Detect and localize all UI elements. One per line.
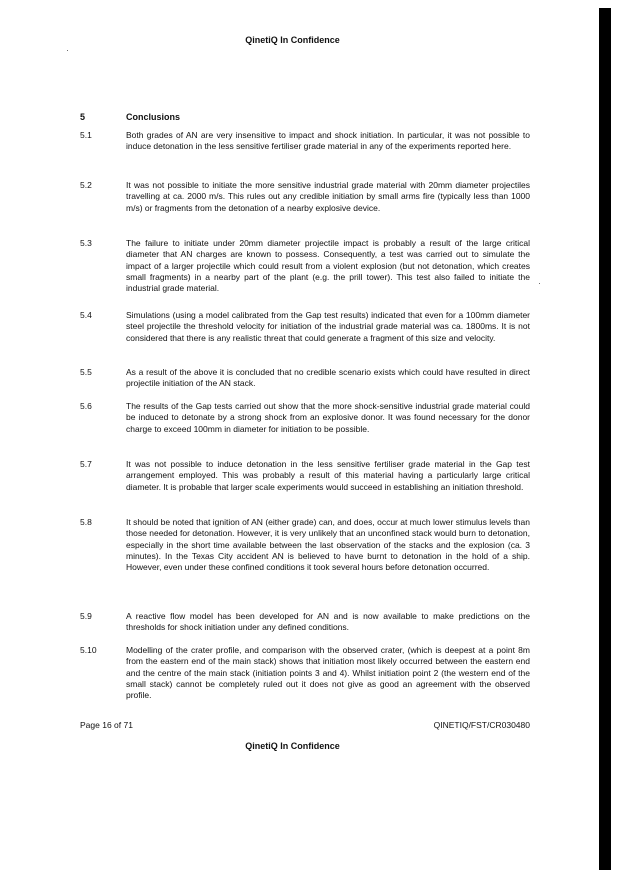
section-number: 5 — [80, 112, 86, 122]
paragraph-text: It was not possible to initiate the more sensitive industrial grade material with 20mm diameter projectiles travelling at ca. 2000 m/s. This rules out any credible initiation by small arms fire (typically less than 1000 m/s) or fragments from the detonation of a nearby explosive device. — [126, 180, 530, 213]
scan-edge-bar — [599, 8, 611, 870]
paragraph-text: As a result of the above it is concluded that no credible scenario exists which could have resulted in direct projectile initiation of the AN stack. — [126, 367, 530, 389]
paragraph-5-6 — [80, 401, 530, 435]
paragraph-text: Simulations (using a model calibrated from the Gap test results) indicated that even for a 100mm diameter steel projectile the threshold velocity for initiation of the industrial grade material was ca. 1800ms. It is not considered that there is any realistic threat that could generate a fragment of this size and velocity. — [126, 310, 530, 343]
paragraph-text: The failure to initiate under 20mm diameter projectile impact is probably a result of the large critical diameter that AN charges are known to possess. Consequently, a test was carried out to simulate the impact of a larger projectile which could result from a violent explosion (but not detonation, which creates small fragments) in a nearby part of the plant (e.g. the prill tower). This test also failed to initiate the industrial grade material. — [126, 238, 530, 294]
header-confidentiality: QinetiQ In Confidence — [245, 35, 340, 45]
paragraph-number: 5.7 — [80, 459, 92, 469]
paragraph-number: 5.9 — [80, 611, 92, 621]
paragraph-5-9 — [80, 611, 530, 634]
paragraph-number: 5.6 — [80, 401, 92, 411]
paragraph-text: A reactive flow model has been developed for AN and is now available to make predictions on the thresholds for shock initiation under any defined conditions. — [126, 611, 530, 633]
paragraph-text: The results of the Gap tests carried out show that the more shock-sensitive industrial grade material could be induced to detonate by a strong shock from an explosive donor. It was found necessary for the donor charge to exceed 100mm in diameter for initiation to be possible. — [126, 401, 530, 434]
paragraph-5-2 — [80, 180, 530, 214]
paragraph-5-7 — [80, 459, 530, 493]
paragraph-5-4 — [80, 310, 530, 344]
document-reference: QINETIQ/FST/CR030480 — [433, 720, 530, 730]
scan-speck: · — [66, 45, 69, 55]
page-number: Page 16 of 71 — [80, 720, 133, 730]
paragraph-5-5 — [80, 367, 530, 390]
paragraph-text: Modelling of the crater profile, and comparison with the observed crater, (which is deepest at a point 8m from the eastern end of the main stack) shows that initiation most likely occurred between the eastern end and the centre of the main stack (initiation points 3 and 4). Whilst initiation point 2 (the western end of the small stack) cannot be completely ruled out it does not give as good an agreement with the observed profile. — [126, 645, 530, 701]
paragraph-number: 5.8 — [80, 517, 92, 527]
paragraph-number: 5.4 — [80, 310, 92, 320]
paragraph-number: 5.3 — [80, 238, 92, 248]
paragraph-number: 5.1 — [80, 130, 92, 140]
paragraph-number: 5.5 — [80, 367, 92, 377]
paragraph-5-8 — [80, 517, 530, 573]
scan-speck: · — [538, 278, 541, 288]
paragraph-number: 5.2 — [80, 180, 92, 190]
paragraph-5-1 — [80, 130, 530, 153]
footer-confidentiality: QinetiQ In Confidence — [245, 741, 340, 751]
paragraph-text: It should be noted that ignition of AN (either grade) can, and does, occur at much lower stimulus levels than those needed for detonation. However, it is very unlikely that an unconfined stack would burn to detonation, especially in the short time available between the last observation of the stacks and the explosion (ca. 3 minutes). In the Texas City accident AN is believed to have burnt to detonation in the hold of a ship. However, even under these confined conditions it took several hours before detonation occurred. — [126, 517, 530, 573]
paragraph-text: Both grades of AN are very insensitive to impact and shock initiation. In particular, it was not possible to induce detonation in the less sensitive fertiliser grade material in any of the experiments reported here. — [126, 130, 530, 152]
paragraph-5-10 — [80, 645, 530, 701]
paragraph-5-3 — [80, 238, 530, 294]
paragraph-number: 5.10 — [80, 645, 97, 655]
section-title: Conclusions — [126, 112, 181, 122]
paragraph-text: It was not possible to induce detonation in the less sensitive fertiliser grade material in the Gap test arrangement employed. This was probably a result of this material having a particularly large critical diameter. It is probable that larger scale experiments would succeed in establishing an initiation threshold. — [126, 459, 530, 492]
